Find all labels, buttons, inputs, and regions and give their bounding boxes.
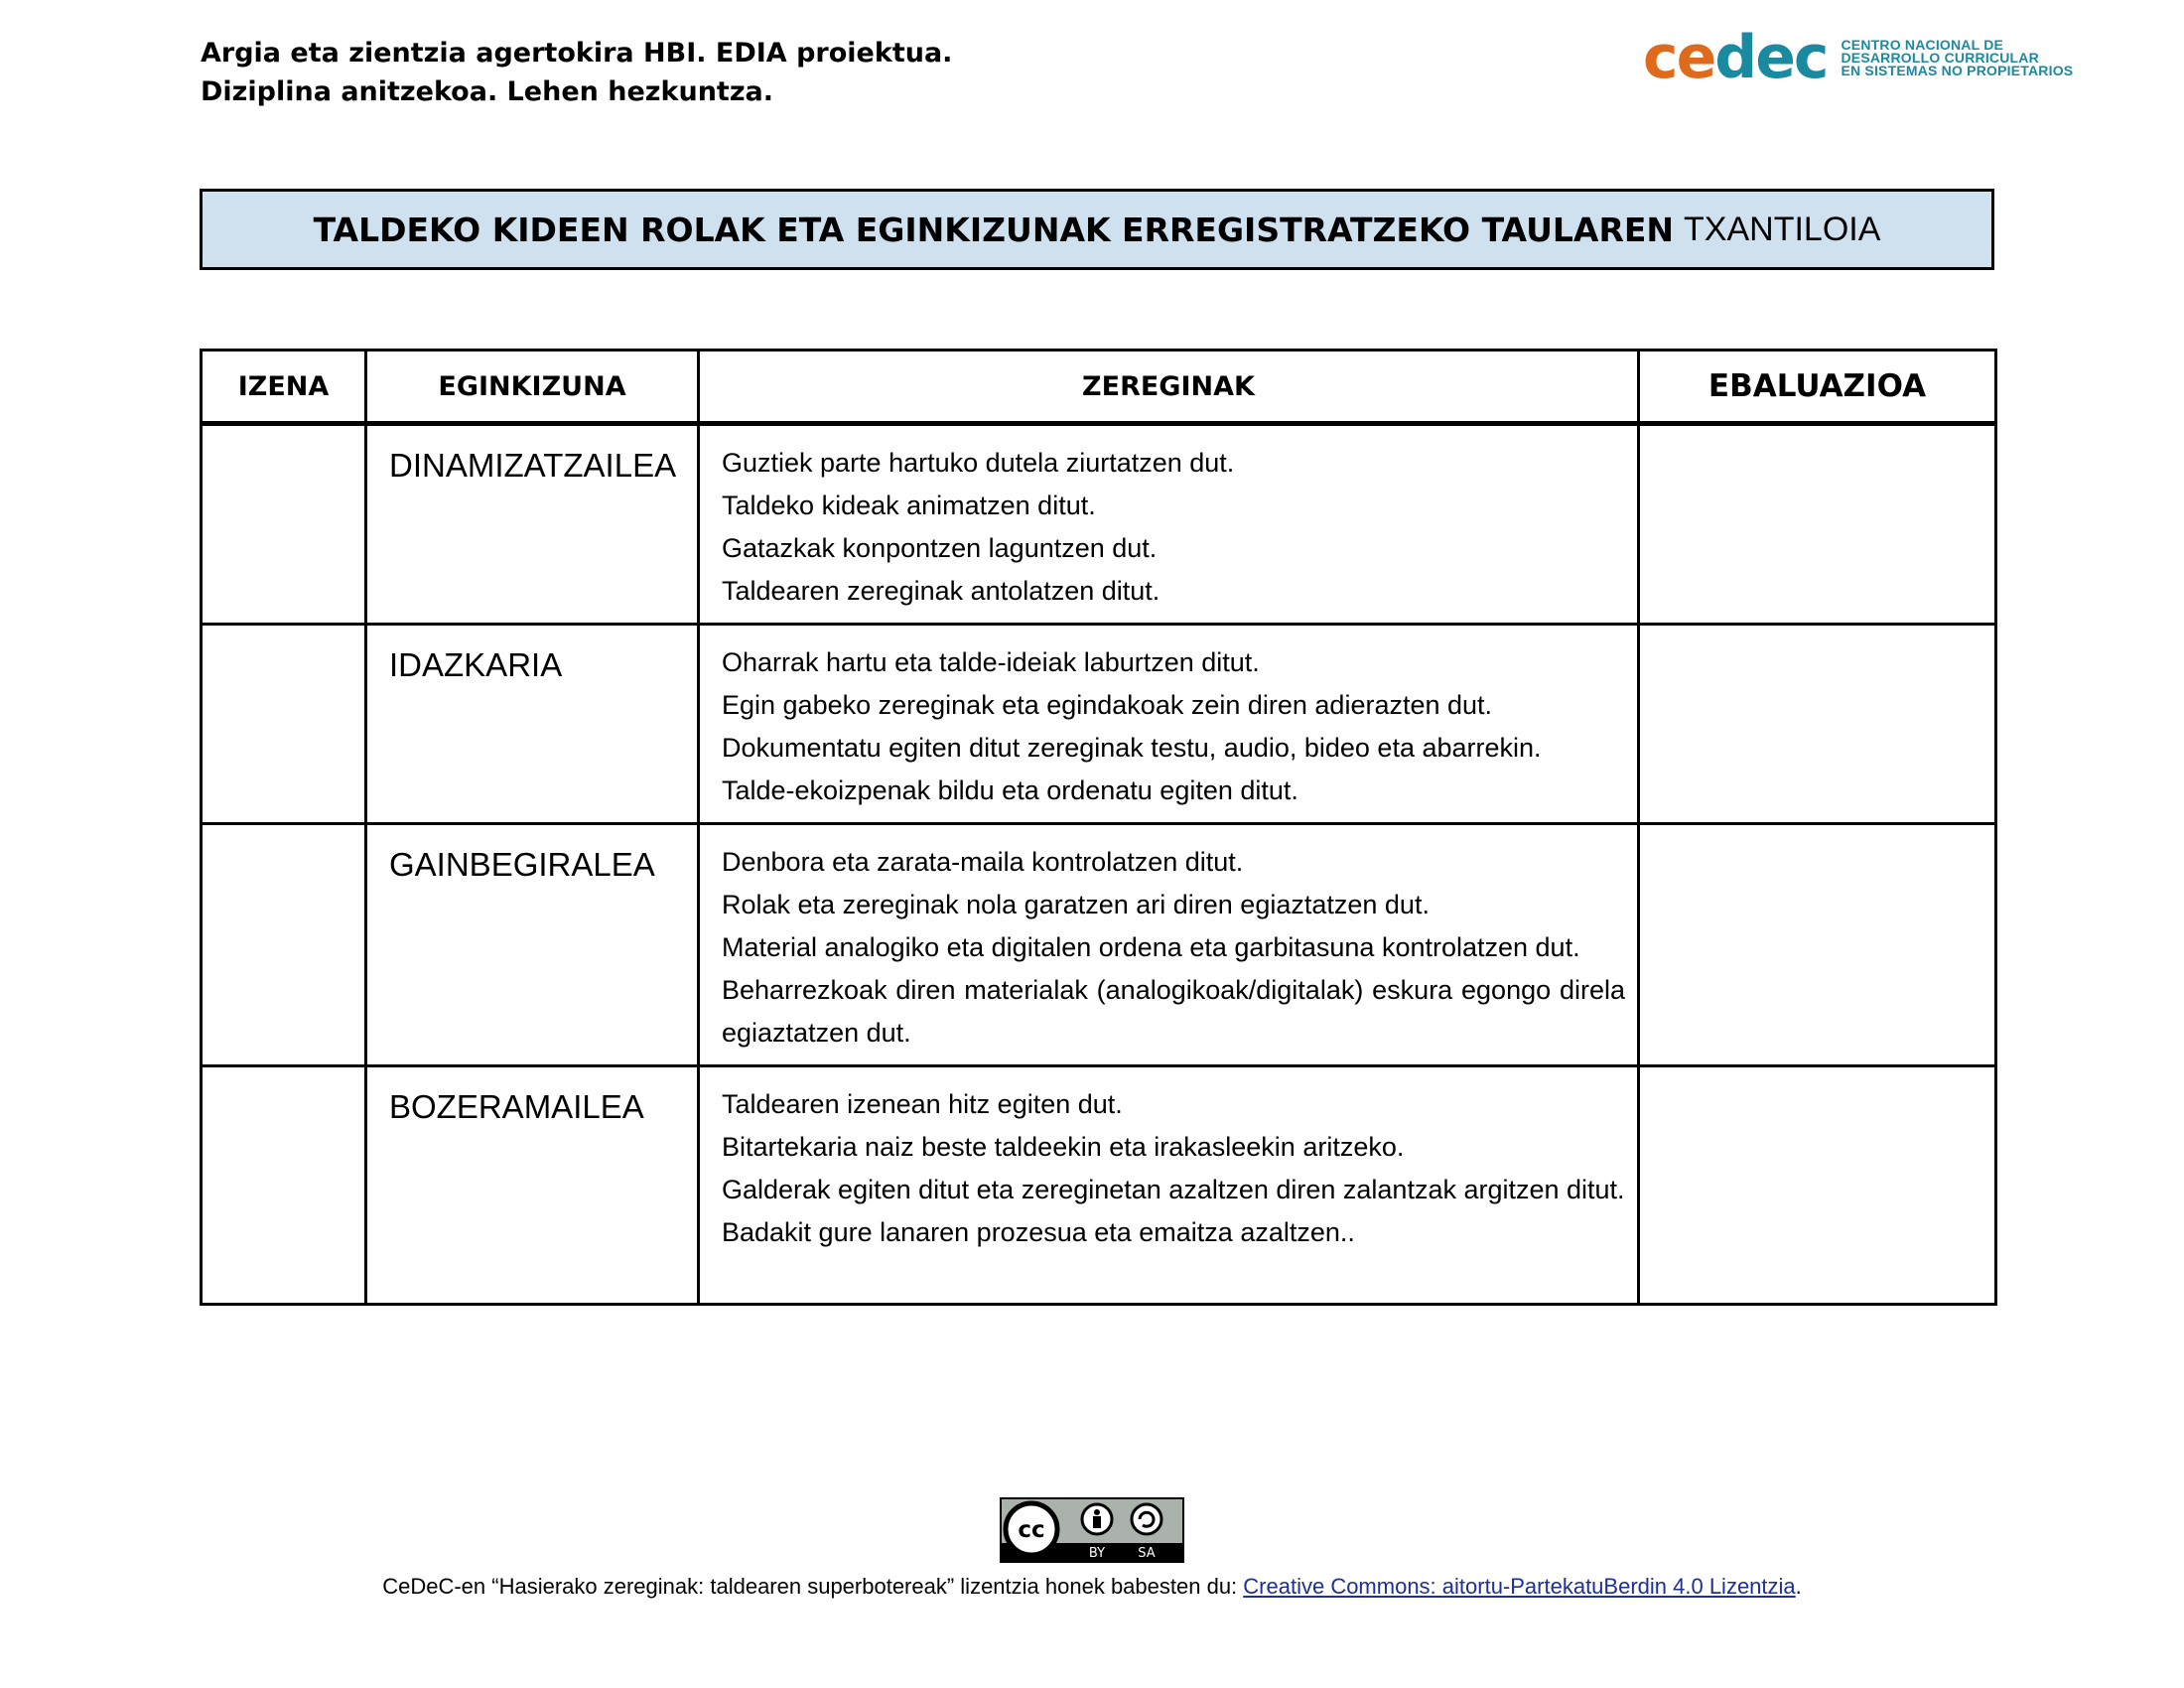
logo-sub-line-2: DESARROLLO CURRICULAR [1841,49,2039,66]
task-item: Taldeko kideak animatzen ditut. [722,491,1096,520]
task-item: Rolak eta zereginak nola garatzen ari diren egiaztatzen dut. [722,890,1430,919]
table-row [202,1066,1996,1305]
document-title-box [200,189,1994,270]
header-line-1: Argia eta zientzia agertokira HBI. EDIA proiektua. [201,38,953,69]
license-text [0,1574,2184,1600]
task-item: Guztiek parte hartuko dutela ziurtatzen dut. [722,448,1235,478]
role-cell: GAINBEGIRALEA [366,824,699,1066]
task-item: Denbora eta zarata-maila kontrolatzen ditut. [722,847,1244,877]
task-item: Gatazkak konpontzen laguntzen dut. [722,533,1158,563]
logo-sub-line-1: CENTRO NACIONAL DE [1841,36,2004,53]
name-cell[interactable] [202,824,366,1066]
task-item: Taldearen zereginak antolatzen ditut. [722,576,1160,606]
task-item: Beharrezkoak diren materialak (analogikoak/digitalak) eskura egongo direla egiaztatzen dut. [722,975,1625,1048]
role-cell: IDAZKARIA [366,625,699,824]
tasks-cell [699,424,1639,625]
table-row [202,424,1996,625]
task-item: Taldearen izenean hitz egiten dut. [722,1089,1123,1119]
task-item: Badakit gure lanaren prozesua eta emaitza azaltzen.. [722,1217,1355,1247]
task-item: Galderak egiten ditut eta zereginetan azaltzen diren zalantzak argitzen ditut. [722,1175,1625,1204]
header-role: EGINKIZUNA [366,351,699,424]
logo-word-part-1: ce [1643,23,1715,92]
title-normal: TXANTILOIA [1684,210,1881,248]
license-link[interactable]: Creative Commons: aitortu-PartekatuBerdin 4.0 Lizentzia [1243,1574,1796,1599]
logo-word-part-2: dec [1714,23,1828,92]
document-header [201,34,952,111]
header-eval: EBALUAZIOA [1639,351,1996,424]
cc-license-badge[interactable] [1000,1497,1184,1563]
roles-table [200,349,1997,1306]
tasks-cell [699,824,1639,1066]
license-footer [0,1497,2184,1566]
name-cell[interactable] [202,424,366,625]
title-bold: TALDEKO KIDEEN ROLAK ETA EGINKIZUNAK ERREGISTRATZEKO TAULAREN [313,210,1675,249]
role-cell: BOZERAMAILEA [366,1066,699,1305]
task-item: Material analogiko eta digitalen ordena eta garbitasuna kontrolatzen dut. [722,932,1580,962]
header-tasks: ZEREGINAK [699,351,1639,424]
name-cell[interactable] [202,1066,366,1305]
task-item: Egin gabeko zereginak eta egindakoak zein diren adierazten dut. [722,690,1493,720]
tasks-cell [699,1066,1639,1305]
header-line-2: Diziplina anitzekoa. Lehen hezkuntza. [201,76,774,107]
cc-by-sa-icon [1002,1499,1182,1561]
by-text: BY [1088,1546,1106,1561]
license-statement: CeDeC-en “Hasierako zereginak: taldearen superbotereak” lizentzia honek babesten du: [382,1574,1244,1599]
table-row [202,824,1996,1066]
role-cell: DINAMIZATZAILEA [366,424,699,625]
cc-text: cc [1018,1517,1045,1543]
header-name: IZENA [202,351,366,424]
task-item: Oharrak hartu eta talde-ideiak laburtzen ditut. [722,647,1260,677]
tasks-cell [699,625,1639,824]
name-cell[interactable] [202,625,366,824]
eval-cell[interactable] [1639,824,1996,1066]
eval-cell[interactable] [1639,1066,1996,1305]
table-row [202,625,1996,824]
eval-cell[interactable] [1639,625,1996,824]
table-header-row [202,351,1996,424]
sa-text: SA [1138,1546,1156,1561]
cedec-logo-subtitle [1841,36,2074,78]
task-item: Talde-ekoizpenak bildu eta ordenatu egiten ditut. [722,775,1298,805]
eval-cell[interactable] [1639,424,1996,625]
task-item: Dokumentatu egiten ditut zereginak testu, audio, bideo eta abarrekin. [722,733,1542,763]
task-item: Bitartekaria naiz beste taldeekin eta irakasleekin aritzeko. [722,1132,1405,1162]
logo-sub-line-3: EN SISTEMAS NO PROPIETARIOS [1841,62,2074,78]
cedec-logo-word [1643,23,1828,92]
license-end: . [1795,1574,1802,1599]
cedec-logo [1643,23,2074,92]
